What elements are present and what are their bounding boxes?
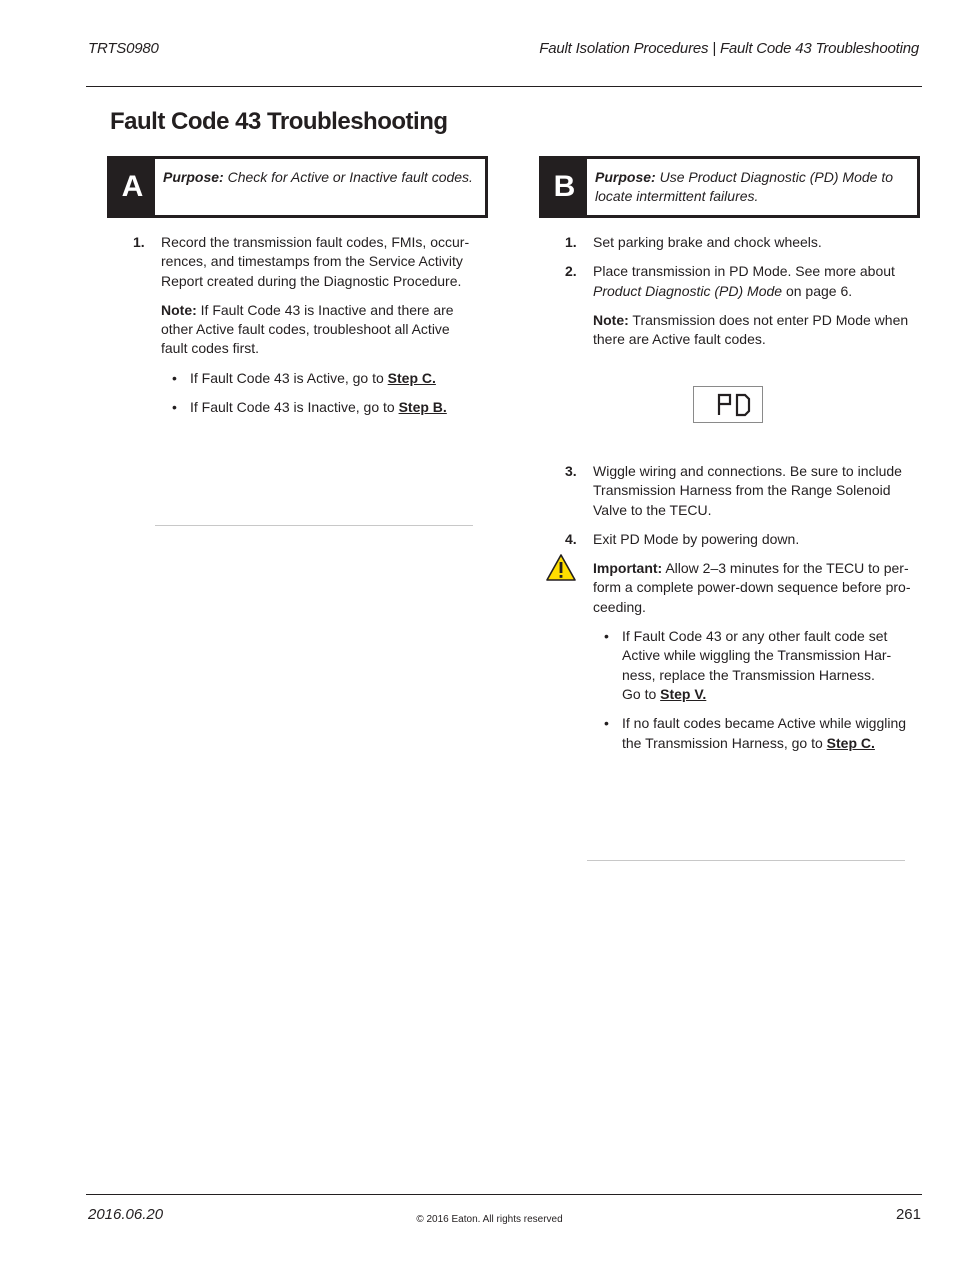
- step-b-bullet-1-text-b: Go to: [622, 685, 661, 702]
- step-a-item-1-number: 1.: [133, 234, 145, 250]
- bullet-dot: •: [172, 369, 177, 386]
- step-v-link[interactable]: Step V.: [660, 685, 707, 702]
- step-a-note: [125, 301, 480, 359]
- warning-icon: [545, 553, 577, 583]
- step-b-important-text: Allow 2–3 minutes for the TECU to per-form a complete power-down sequence before pro-ceeding.: [593, 560, 911, 615]
- step-a-bullet-2: [125, 398, 480, 417]
- step-a-bullet-2-text: If Fault Code 43 is Inactive, go to: [190, 399, 399, 416]
- step-b-bullet-2: [557, 714, 917, 753]
- step-b-header-box: [539, 156, 920, 218]
- section-breadcrumb: Fault Isolation Procedures | Fault Code 43 Troubleshooting: [539, 40, 919, 57]
- step-a-purpose: [163, 168, 475, 187]
- step-b-purpose-text: Use Product Diagnostic (PD) Mode to locate intermittent failures.: [595, 169, 894, 204]
- pd-display-text: [762, 387, 763, 388]
- page-number: 261: [895, 1206, 921, 1223]
- step-b-item-2-text-a: Place transmission in PD Mode. See more about: [593, 263, 895, 280]
- step-b-purpose-label: Purpose:: [595, 169, 656, 185]
- step-a-item-1: [125, 233, 480, 291]
- step-a-note-text: If Fault Code 43 is Inactive and there are other Active fault codes, troubleshoot all Active fault codes first.: [161, 301, 454, 357]
- step-b-item-3-text: Wiggle wiring and connections. Be sure to include Transmission Harness from the Range Solenoid Valve to the TECU.: [593, 463, 902, 518]
- step-b-item-1-text: Set parking brake and chock wheels.: [593, 234, 822, 250]
- step-a-purpose-text: Check for Active or Inactive fault codes.: [223, 169, 473, 185]
- step-b-content-bottom: [557, 462, 917, 763]
- step-a-header-box: [107, 156, 488, 218]
- pd-mode-reference: Product Diagnostic (PD) Mode: [593, 282, 783, 299]
- step-b-note-label: Note:: [593, 311, 629, 328]
- bullet-dot: •: [604, 628, 609, 645]
- document-id: TRTS0980: [88, 40, 159, 57]
- bullet-dot: •: [172, 399, 177, 416]
- step-b-item-4: [557, 530, 917, 549]
- page-title: Fault Code 43 Troubleshooting: [110, 108, 448, 135]
- pd-display-segments: [694, 387, 762, 422]
- step-a-item-1-text: Record the transmission fault codes, FMIs, occur-rences, and timestamps from the Service Activity Report created during the Diagnostic Procedure.: [161, 234, 470, 289]
- bullet-dot: •: [604, 715, 609, 732]
- step-b-item-3: [557, 462, 917, 520]
- step-a-bullet-1-text: If Fault Code 43 is Active, go to: [190, 369, 388, 386]
- step-b-note-text: Transmission does not enter PD Mode when there are Active fault codes.: [593, 311, 909, 348]
- step-b-bullet-1-text-a: If Fault Code 43 or any other fault code set Active while wiggling the Transmission Har-ness, replace the Transmission Harness.: [622, 628, 892, 683]
- header-rule: [86, 86, 922, 87]
- step-b-item-4-number: 4.: [565, 530, 577, 547]
- publication-date: 2016.06.20: [88, 1206, 164, 1223]
- step-b-letter: B: [542, 159, 587, 215]
- step-b-important: [557, 559, 917, 617]
- step-b-item-1: [557, 233, 917, 252]
- footer-rule: [86, 1194, 922, 1195]
- step-a-end-divider: [155, 525, 473, 526]
- step-b-important-label: Important:: [593, 560, 663, 577]
- step-a-bullet-1: [125, 369, 480, 388]
- step-b-item-2: [557, 262, 917, 301]
- step-b-bullet-1: [557, 627, 917, 704]
- pd-display: [693, 386, 763, 423]
- step-b-content-top: [557, 233, 917, 359]
- step-a-content: [125, 233, 480, 427]
- step-b-item-2-text-b: on page 6.: [782, 282, 853, 299]
- step-b-item-4-text: Exit PD Mode by powering down.: [593, 530, 800, 547]
- step-a-purpose-label: Purpose:: [163, 169, 224, 185]
- step-c-link[interactable]: Step C.: [826, 734, 875, 751]
- copyright-notice: © 2016 Eaton. All rights reserved: [416, 1214, 563, 1225]
- step-b-item-1-number: 1.: [565, 234, 577, 250]
- step-b-link[interactable]: Step B.: [398, 399, 447, 416]
- step-a-note-label: Note:: [161, 301, 197, 318]
- step-b-item-2-number: 2.: [565, 263, 577, 280]
- step-a-letter: A: [110, 159, 155, 215]
- step-b-item-3-number: 3.: [565, 463, 577, 479]
- step-b-purpose: [595, 168, 907, 206]
- step-b-note: [557, 311, 917, 350]
- step-b-end-divider: [587, 860, 905, 861]
- step-b-bullet-2-text: If no fault codes became Active while wiggling the Transmission Harness, go to: [622, 715, 907, 751]
- step-c-link[interactable]: Step C.: [387, 369, 436, 386]
